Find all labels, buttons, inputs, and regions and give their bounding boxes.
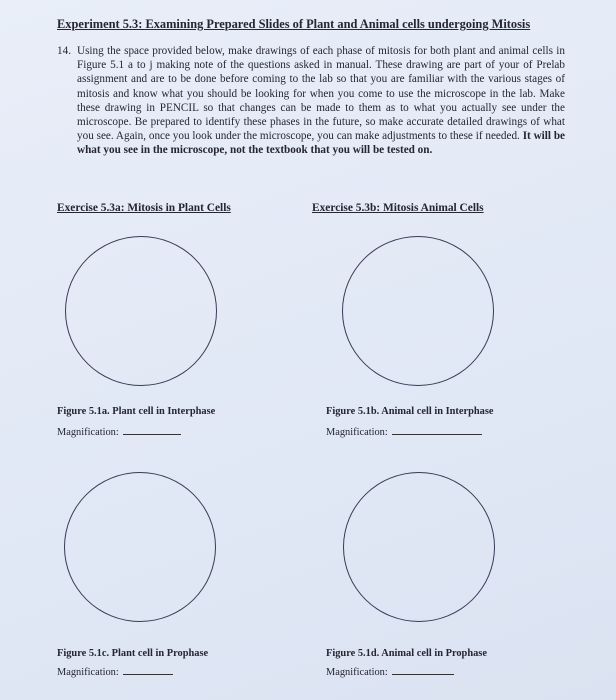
magnification-field[interactable] [326,667,454,678]
exercise-plant-heading: Exercise 5.3a: Mitosis in Plant Cells [57,202,231,214]
figure-caption: Figure 5.1b. Animal cell in Interphase [326,406,494,417]
question-14 [57,44,565,158]
magnification-field[interactable] [57,427,181,438]
magnification-field[interactable] [326,427,482,438]
experiment-title: Experiment 5.3: Examining Prepared Slides of Plant and Animal cells undergoing Mitosis [57,17,531,31]
animal-prophase-drawing-circle[interactable] [343,472,495,622]
animal-interphase-drawing-circle[interactable] [342,236,494,386]
magnification-label: Magnification: [57,427,119,438]
exercise-animal-heading: Exercise 5.3b: Mitosis Animal Cells [312,202,484,214]
plant-prophase-drawing-circle[interactable] [64,472,216,622]
magnification-label: Magnification: [326,667,388,678]
question-number: 14. [57,45,71,57]
magnification-blank[interactable] [123,674,173,675]
plant-interphase-drawing-circle[interactable] [65,236,217,386]
magnification-field[interactable] [57,667,173,678]
figure-caption: Figure 5.1d. Animal cell in Prophase [326,648,487,659]
figure-caption: Figure 5.1c. Plant cell in Prophase [57,648,209,659]
question-text: Using the space provided below, make drawings of each phase of mitosis for both plant and animal cells in Figure 5.1 a to j making note of the questions asked in manual. These drawing are part of your of Prelab assignment and are to be done before coming to the lab so that you are familiar with the various stages of mitosis and know what you should be looking for when you come to use the microscope in the lab. Make these drawing in PENCIL so that changes can be made to them as to what you actually see under the microscope. Be prepared to identify these phases in the future, so make accurate detailed drawings of what you see. Again, once you look under the microscope, you can make adjustments to these if needed. [77,45,565,143]
magnification-label: Magnification: [57,667,119,678]
magnification-label: Magnification: [326,427,388,438]
magnification-blank[interactable] [123,434,181,435]
magnification-blank[interactable] [392,434,482,435]
question-bold-text: It will be what you see in the microscope, not the textbook that you will be tested on. [77,130,566,157]
figure-caption: Figure 5.1a. Plant cell in Interphase [57,406,216,417]
magnification-blank[interactable] [392,674,454,675]
